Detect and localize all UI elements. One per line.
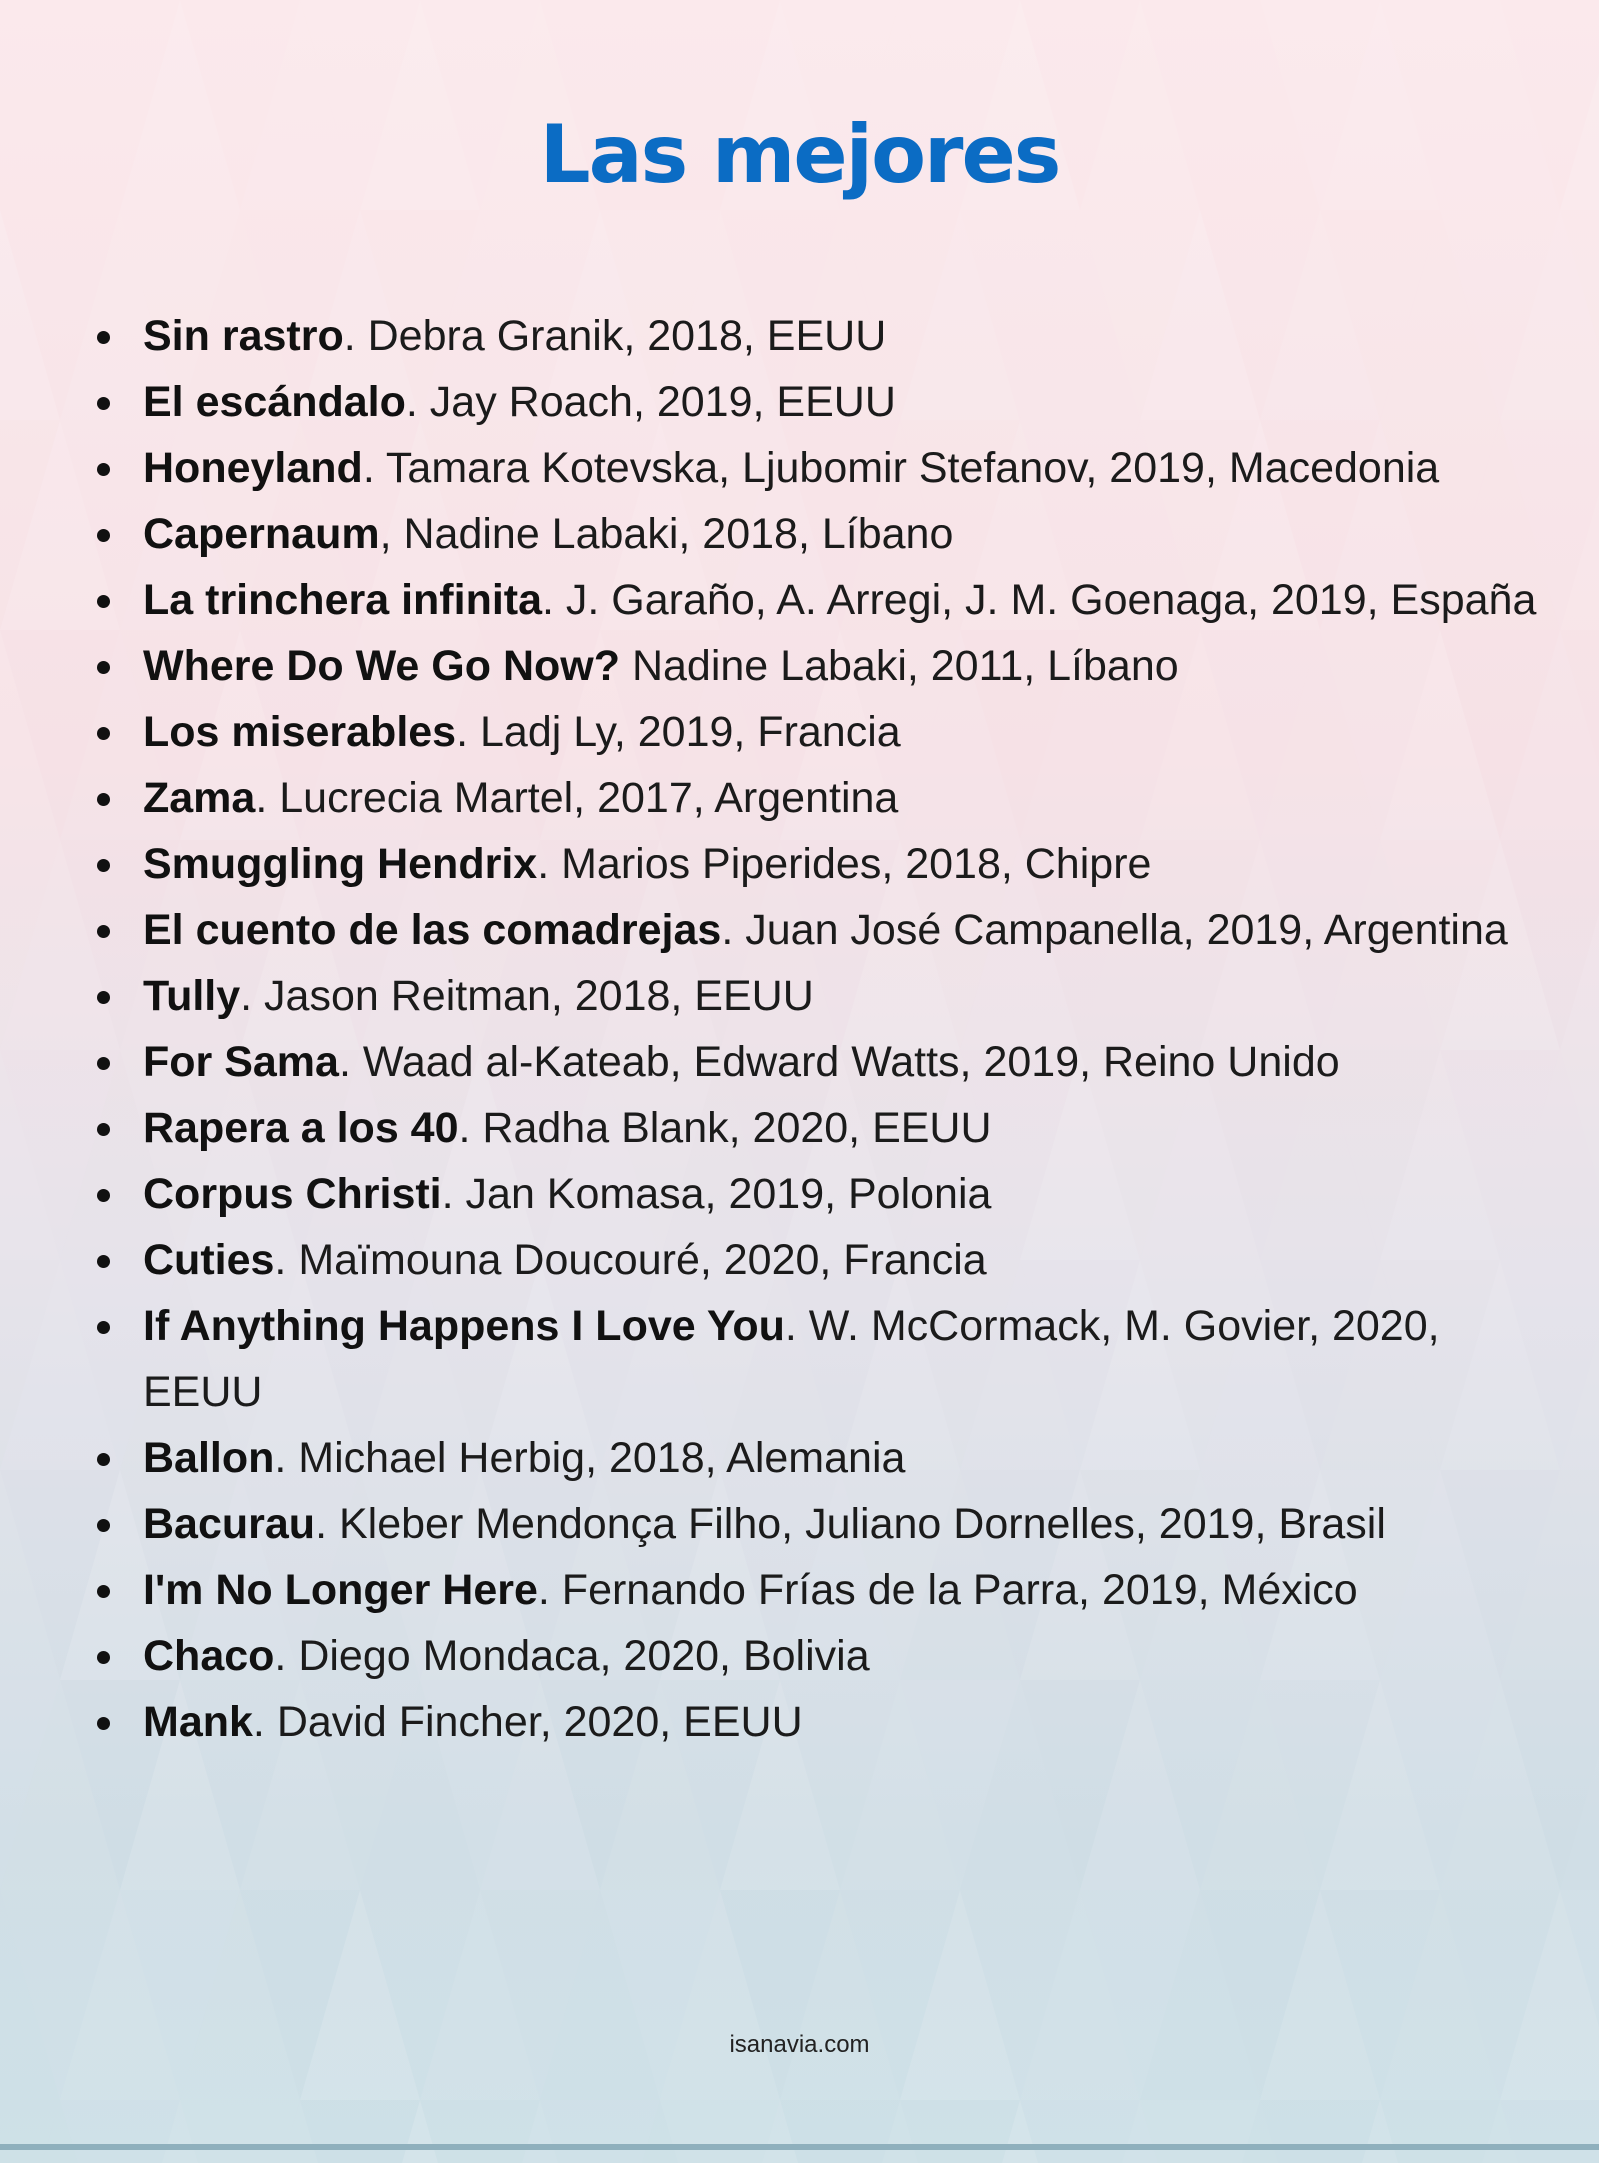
bullet-icon: [97, 1717, 110, 1730]
bullet-icon: [97, 991, 110, 1004]
bullet-icon: [97, 1651, 110, 1664]
bullet-icon: [97, 1057, 110, 1070]
list-item: [143, 765, 1543, 831]
page-title: Las mejores: [539, 108, 1060, 201]
bullet-icon: [97, 1519, 110, 1532]
bullet-icon: [97, 1585, 110, 1598]
list-item: [143, 1293, 1543, 1425]
film-details: . W. McCormack, M. Govier, 2020, EEUU: [143, 1302, 1440, 1416]
bullet-icon: [97, 793, 110, 806]
film-details: . Waad al-Kateab, Edward Watts, 2019, Reino Unido: [338, 1038, 1340, 1086]
bullet-icon: [97, 331, 110, 344]
film-details: . David Fincher, 2020, EEUU: [252, 1698, 803, 1746]
film-title: Chaco: [143, 1632, 275, 1680]
film-details: . Jan Komasa, 2019, Polonia: [441, 1170, 992, 1218]
list-item: [143, 567, 1543, 633]
film-title: Sin rastro: [143, 312, 344, 360]
film-details: . Fernando Frías de la Parra, 2019, México: [537, 1566, 1358, 1614]
film-title: Mank: [143, 1698, 253, 1746]
film-details: , Nadine Labaki, 2018, Líbano: [379, 510, 954, 558]
bullet-icon: [97, 595, 110, 608]
bullet-icon: [97, 859, 110, 872]
film-details: . Maïmouna Doucouré, 2020, Francia: [274, 1236, 987, 1284]
bullet-icon: [97, 529, 110, 542]
film-details: . Kleber Mendonça Filho, Juliano Dornelles, 2019, Brasil: [315, 1500, 1386, 1548]
list-item: [143, 1029, 1543, 1095]
list-item: [143, 1623, 1543, 1689]
film-title: La trinchera infinita: [143, 576, 543, 624]
bullet-icon: [97, 727, 110, 740]
film-title: Los miserables: [143, 708, 457, 756]
list-item: [143, 963, 1543, 1029]
film-details: . Ladj Ly, 2019, Francia: [456, 708, 901, 756]
bullet-icon: [97, 1453, 110, 1466]
film-details: . Debra Granik, 2018, EEUU: [343, 312, 887, 360]
film-details: . J. Garaño, A. Arregi, J. M. Goenaga, 2019, España: [542, 576, 1537, 624]
film-title: If Anything Happens I Love You: [143, 1302, 785, 1350]
film-details: . Marios Piperides, 2018, Chipre: [537, 840, 1152, 888]
film-title: Corpus Christi: [143, 1170, 442, 1218]
list-item: [143, 1557, 1543, 1623]
film-title: Tully: [143, 972, 241, 1020]
list-item: [143, 1425, 1543, 1491]
list-item: [143, 633, 1543, 699]
list-item: [143, 501, 1543, 567]
bullet-icon: [97, 661, 110, 674]
bullet-icon: [97, 1189, 110, 1202]
film-title: Rapera a los 40: [143, 1104, 459, 1152]
film-title: For Sama: [143, 1038, 339, 1086]
list-item: [143, 1227, 1543, 1293]
list-item: [143, 369, 1543, 435]
film-details: . Tamara Kotevska, Ljubomir Stefanov, 2019, Macedonia: [362, 444, 1440, 492]
list-item: [143, 897, 1543, 963]
film-details: . Radha Blank, 2020, EEUU: [458, 1104, 992, 1152]
film-list: [143, 303, 1543, 1755]
bullet-icon: [97, 397, 110, 410]
bullet-icon: [97, 1321, 110, 1334]
film-title: Capernaum: [143, 510, 380, 558]
film-details: Nadine Labaki, 2011, Líbano: [620, 642, 1179, 690]
film-details: . Lucrecia Martel, 2017, Argentina: [255, 774, 899, 822]
film-title: Honeyland: [143, 444, 363, 492]
bullet-icon: [97, 925, 110, 938]
list-item: [143, 831, 1543, 897]
list-item: [143, 1161, 1543, 1227]
film-title: Smuggling Hendrix: [143, 840, 538, 888]
list-item: [143, 1689, 1543, 1755]
film-details: . Diego Mondaca, 2020, Bolivia: [274, 1632, 870, 1680]
bullet-icon: [97, 463, 110, 476]
bullet-icon: [97, 1255, 110, 1268]
film-details: . Jason Reitman, 2018, EEUU: [240, 972, 814, 1020]
bottom-divider: [0, 2144, 1599, 2150]
film-title: Cuties: [143, 1236, 275, 1284]
film-details: . Jay Roach, 2019, EEUU: [405, 378, 896, 426]
film-title: Bacurau: [143, 1500, 316, 1548]
film-details: . Michael Herbig, 2018, Alemania: [274, 1434, 906, 1482]
list-item: [143, 1095, 1543, 1161]
film-details: . Juan José Campanella, 2019, Argentina: [721, 906, 1508, 954]
film-title: El cuento de las comadrejas: [143, 906, 722, 954]
film-title: Where Do We Go Now?: [143, 642, 620, 690]
film-title: Zama: [143, 774, 256, 822]
list-item: [143, 699, 1543, 765]
bullet-icon: [97, 1123, 110, 1136]
film-title: Ballon: [143, 1434, 275, 1482]
list-item: [143, 303, 1543, 369]
film-title: El escándalo: [143, 378, 406, 426]
list-item: [143, 1491, 1543, 1557]
footer-site-url: isanavia.com: [729, 2031, 870, 2058]
list-item: [143, 435, 1543, 501]
film-title: I'm No Longer Here: [143, 1566, 538, 1614]
